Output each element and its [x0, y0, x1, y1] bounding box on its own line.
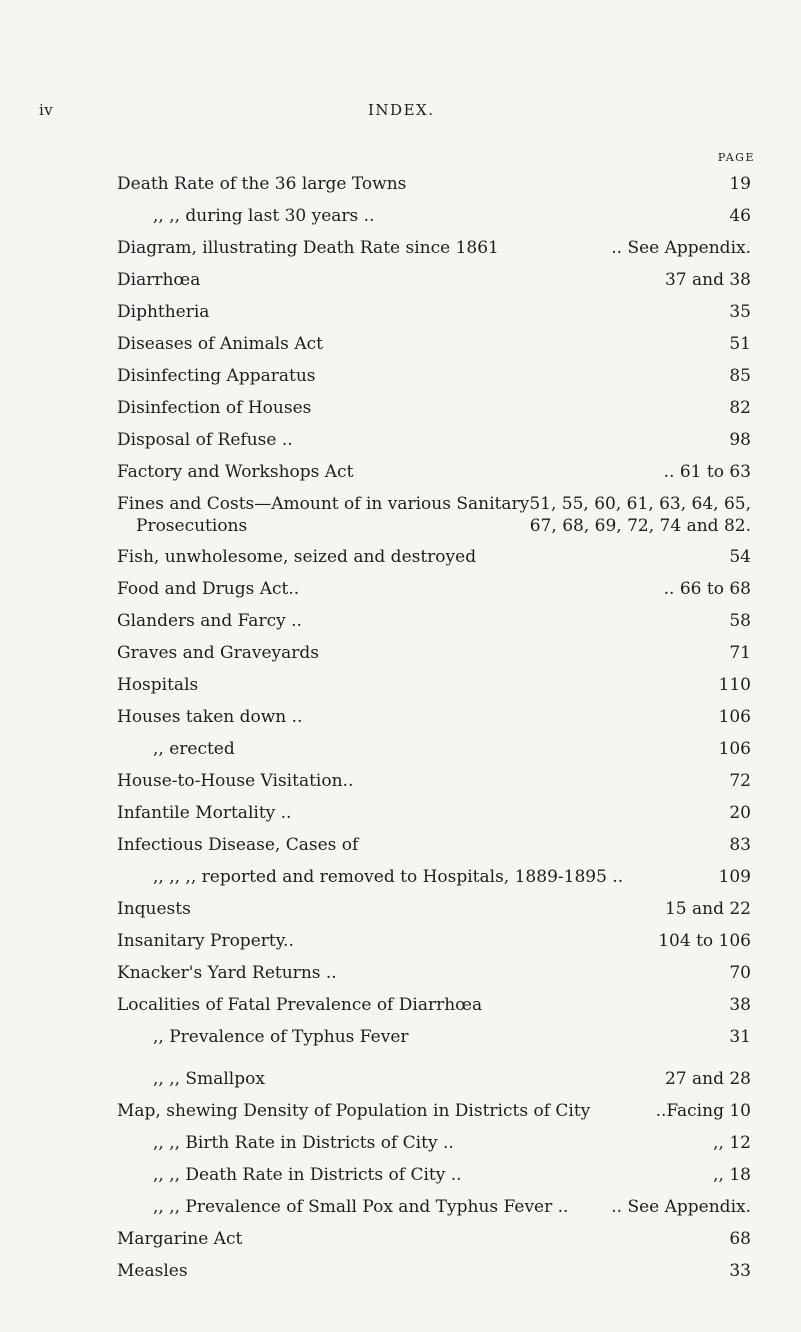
entry-page-ref: 82: [729, 398, 751, 418]
page-number: iv: [39, 101, 54, 119]
entry-page-ref: 27 and 28: [664, 1069, 751, 1089]
entry-page-ref: 68: [729, 1229, 751, 1249]
entry-page-ref: 35: [729, 302, 751, 322]
entry-page-ref: 20: [729, 803, 751, 823]
entry-page-ref: 58: [729, 611, 751, 631]
entry-page-ref: .. 61 to 63: [663, 462, 751, 482]
entry-page-ref: 72: [729, 771, 751, 791]
entry-label: Diseases of Animals Act: [117, 334, 323, 354]
entry-page-ref: ,, 12: [713, 1133, 751, 1153]
entry-label: Food and Drugs Act..: [117, 579, 300, 599]
entry-page-ref: ,, 18: [713, 1165, 751, 1185]
entry-label: Infantile Mortality ..: [117, 803, 292, 823]
entry-page-ref: .. See Appendix.: [611, 1197, 751, 1217]
entry-label: ,, ,, Birth Rate in Districts of City ..: [153, 1133, 454, 1153]
entry-label: Measles: [117, 1261, 188, 1281]
entry-page-ref: .. See Appendix.: [611, 238, 751, 258]
entry-label: ,, ,, ,, reported and removed to Hospitals, 1889-1895 ..: [153, 867, 624, 887]
entry-label: Glanders and Farcy ..: [117, 611, 302, 631]
entry-label: Infectious Disease, Cases of: [117, 835, 359, 855]
entry-label: Diphtheria: [117, 302, 210, 322]
entry-label: Insanitary Property..: [117, 931, 294, 951]
entry-label: Localities of Fatal Prevalence of Diarrhœa: [117, 995, 483, 1015]
entry-page-ref: .. 66 to 68: [663, 579, 751, 599]
entry-label: Disposal of Refuse ..: [117, 430, 293, 450]
entry-page-ref: 106: [718, 739, 751, 759]
entry-label: ,, erected: [153, 739, 235, 759]
entry-page-ref: 83: [729, 835, 751, 855]
entry-page-ref: 106: [718, 707, 751, 727]
entry-page-ref: 109: [718, 867, 751, 887]
entry-page-ref: 104 to 106: [658, 931, 751, 951]
entry-label: Factory and Workshops Act: [117, 462, 354, 482]
entry-page-ref: 19: [729, 174, 751, 194]
entry-label: ,, ,, Smallpox: [153, 1069, 265, 1089]
entry-label: Graves and Graveyards: [117, 643, 319, 663]
entry-label: House-to-House Visitation..: [117, 771, 354, 791]
entry-label: Disinfection of Houses: [117, 398, 312, 418]
entry-page-ref: 46: [729, 206, 751, 226]
entry-label: Inquests: [117, 899, 191, 919]
running-head: INDEX.: [368, 101, 435, 119]
entry-label: Disinfecting Apparatus: [117, 366, 316, 386]
entry-page-ref: 110: [718, 675, 751, 695]
entry-page-ref: 70: [729, 963, 751, 983]
entry-label: ,, ,, Prevalence of Small Pox and Typhus Fever ..: [153, 1197, 569, 1217]
entry-label: Margarine Act: [117, 1229, 243, 1249]
entry-page-ref: 71: [729, 643, 751, 663]
entry-page-ref: 38: [729, 995, 751, 1015]
page-column-label: PAGE: [717, 151, 755, 164]
entry-page-ref: 54: [729, 547, 751, 567]
entry-label: ,, Prevalence of Typhus Fever: [153, 1027, 409, 1047]
entry-page-ref: 15 and 22: [664, 899, 751, 919]
entry-label: Houses taken down ..: [117, 707, 303, 727]
entry-label: Death Rate of the 36 large Towns: [117, 174, 407, 194]
entry-page-ref: ..Facing 10: [655, 1101, 751, 1121]
entry-page-ref-continued: 67, 68, 69, 72, 74 and 82.: [529, 516, 751, 536]
entry-label: Hospitals: [117, 675, 199, 695]
entry-label: Diarrhœa: [117, 270, 201, 290]
entry-page-ref: 33: [729, 1261, 751, 1281]
entry-page-ref: 51, 55, 60, 61, 63, 64, 65,: [529, 494, 751, 514]
entry-page-ref: 98: [729, 430, 751, 450]
entry-page-ref: 51: [729, 334, 751, 354]
index-entry: [117, 494, 751, 538]
entry-label-continued: Prosecutions: [136, 516, 248, 536]
entry-label: Map, shewing Density of Population in Districts of City: [117, 1101, 591, 1121]
entry-label: Fines and Costs—Amount of in various Sanitary: [117, 494, 530, 514]
entry-label: Knacker's Yard Returns ..: [117, 963, 337, 983]
entry-label: Fish, unwholesome, seized and destroyed: [117, 547, 477, 567]
entry-page-ref: 37 and 38: [664, 270, 751, 290]
entry-label: Diagram, illustrating Death Rate since 1861: [117, 238, 499, 258]
entry-label: ,, ,, during last 30 years ..: [153, 206, 375, 226]
entry-label: ,, ,, Death Rate in Districts of City ..: [153, 1165, 462, 1185]
entry-page-ref: 85: [729, 366, 751, 386]
entry-page-ref: 31: [729, 1027, 751, 1047]
